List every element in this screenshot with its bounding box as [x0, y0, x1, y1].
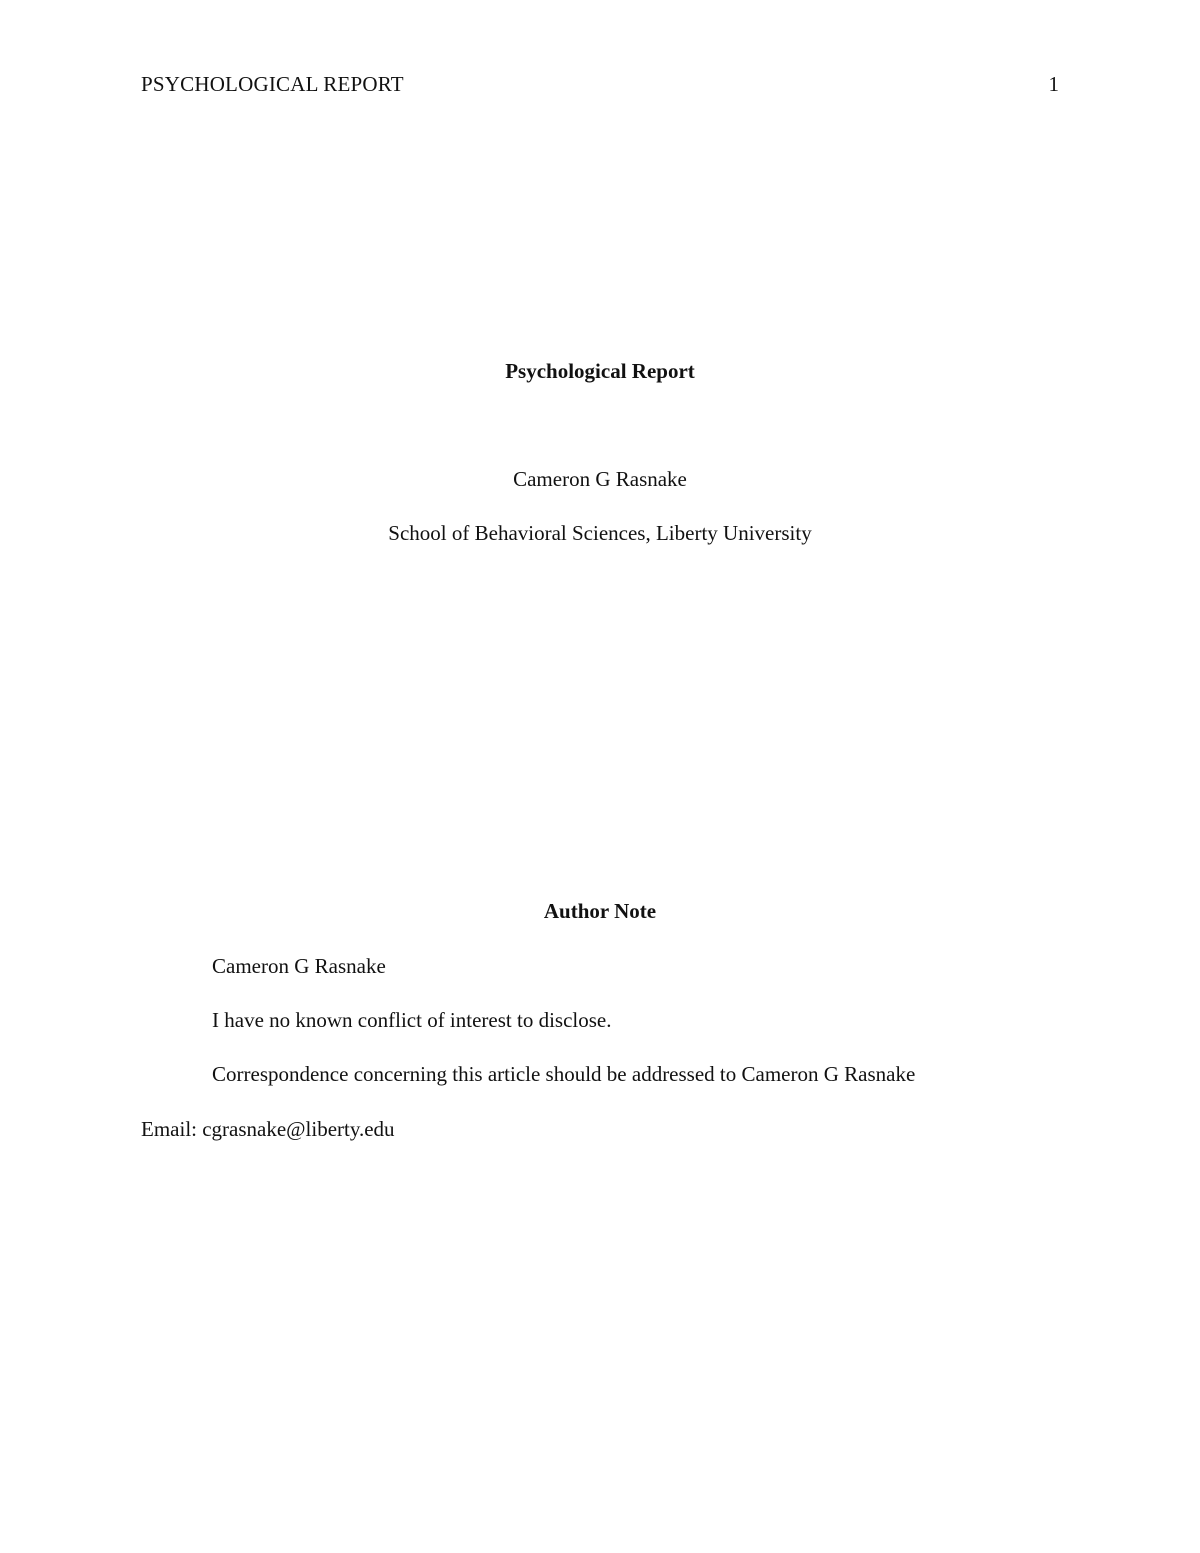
- page-number: 1: [1048, 72, 1059, 96]
- author-note-name: Cameron G Rasnake: [212, 954, 386, 978]
- contact-email: Email: cgrasnake@liberty.edu: [141, 1117, 395, 1141]
- correspondence-statement: Correspondence concerning this article should be addressed to Cameron G Rasnake: [212, 1062, 916, 1086]
- author-note-heading: Author Note: [543, 899, 657, 923]
- conflict-of-interest-statement: I have no known conflict of interest to disclose.: [212, 1008, 612, 1032]
- running-head: PSYCHOLOGICAL REPORT: [141, 72, 404, 96]
- paper-title: Psychological Report: [505, 359, 695, 383]
- author-affiliation: School of Behavioral Sciences, Liberty University: [388, 521, 812, 545]
- author-name: Cameron G Rasnake: [513, 467, 687, 491]
